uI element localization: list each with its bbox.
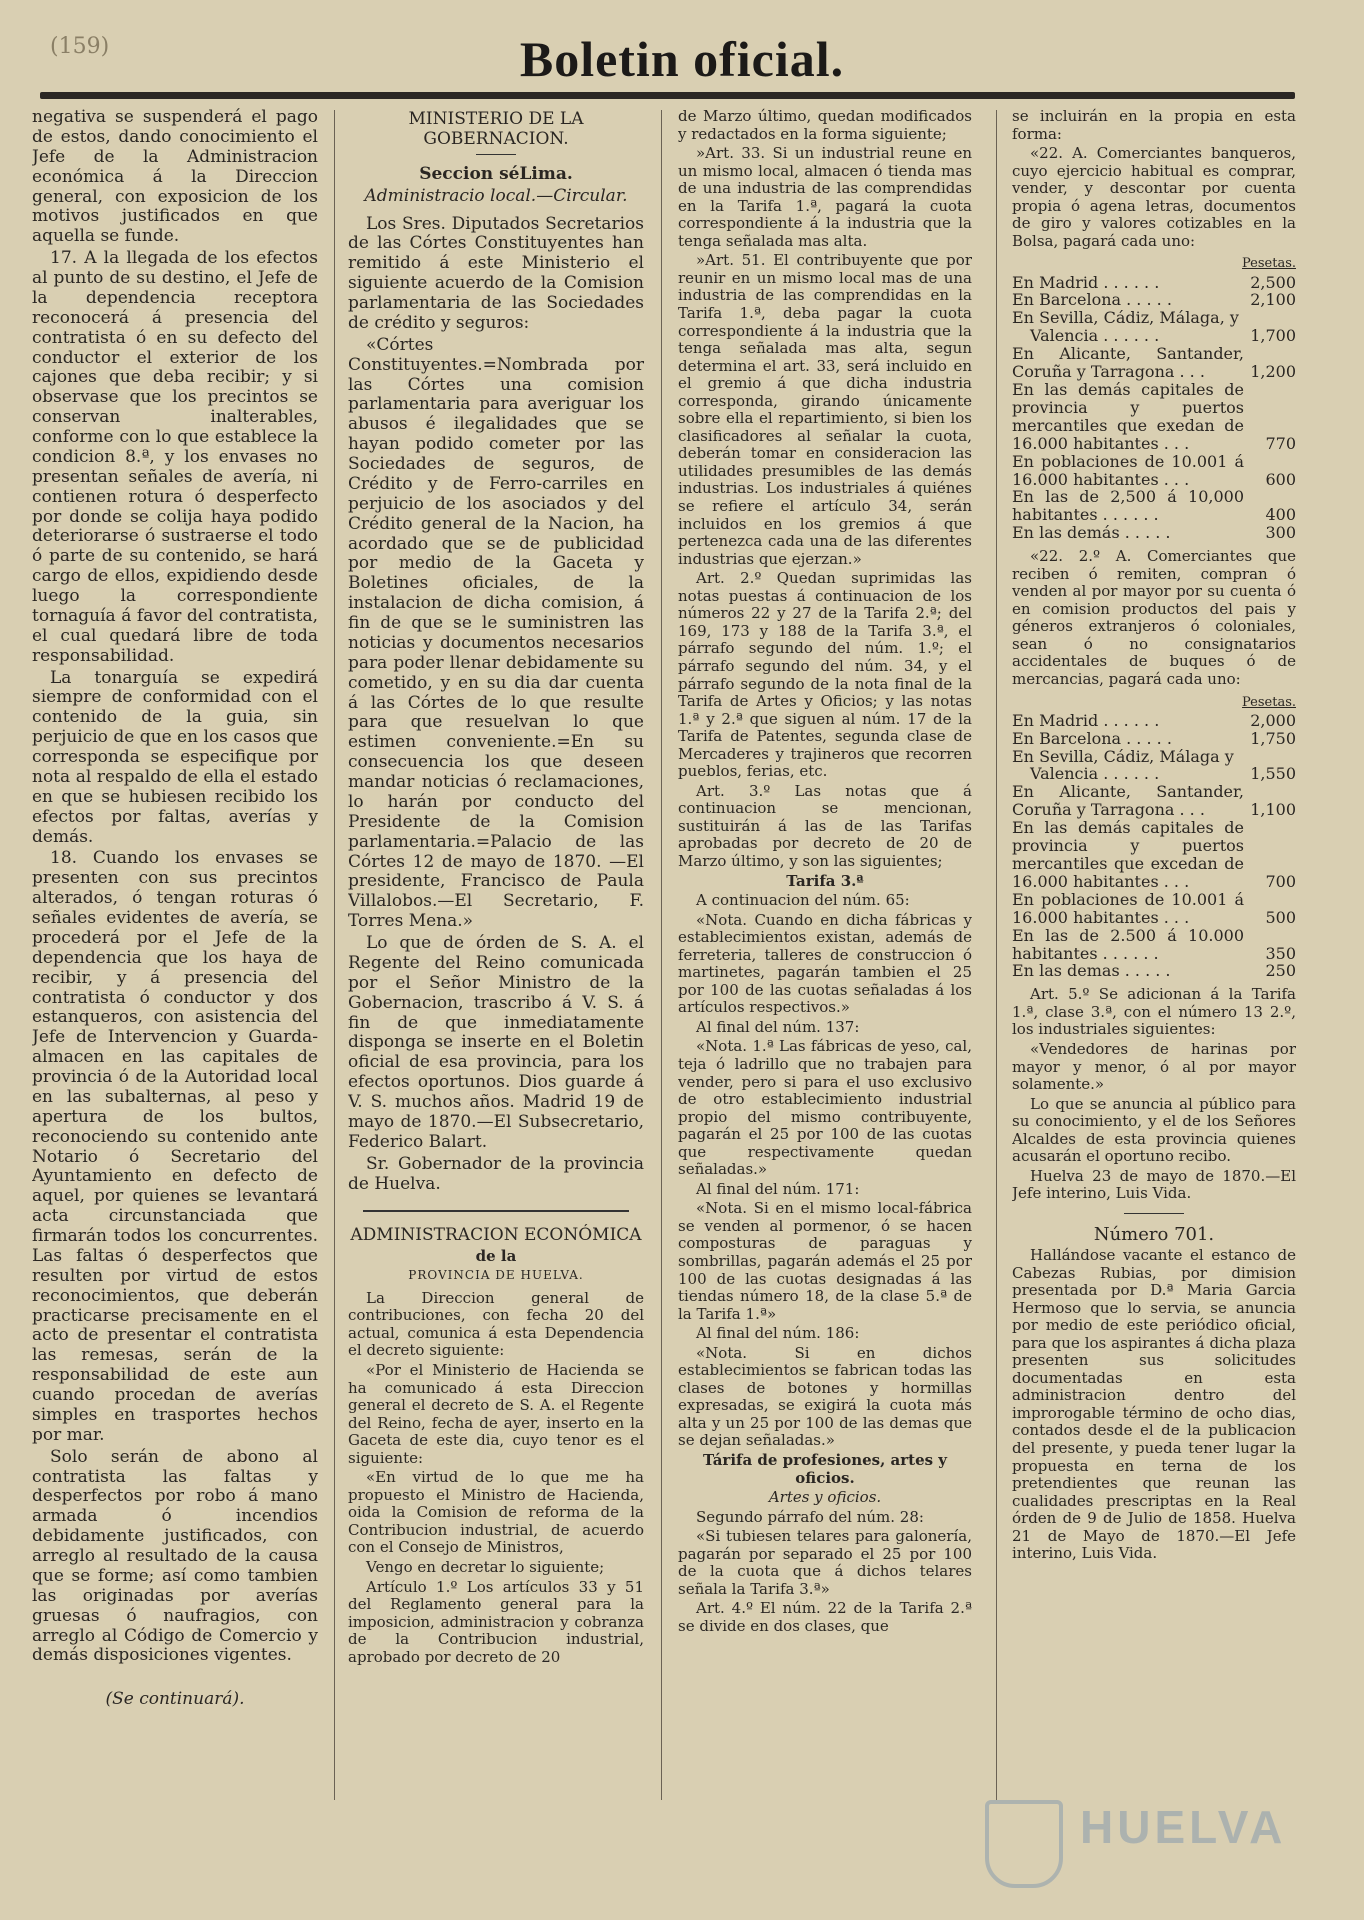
- row-value: 250: [1265, 961, 1296, 981]
- paragraph: Lo que se anuncia al público para su conocimiento, y el de los Señores Alcaldes de esta provincia quienes acusarán el oportuno recibo.: [1012, 1094, 1296, 1166]
- paragraph: «Nota. 1.ª Las fábricas de yeso, cal, teja ó ladrillo que no trabajen para vender, pero si para el uso exclusivo de otro establecimiento industrial propio del mismo contribuyente, pagarán el 25 por 100 de las cuotas que respectivamente quedan señaladas.»: [678, 1037, 972, 1179]
- paragraph: Art. 5.º Se adicionan á la Tarifa 1.ª, clase 3.ª, con el número 13 2.º, los industriales siguientes:: [1012, 985, 1296, 1039]
- row-value: 2,500: [1250, 272, 1296, 292]
- continued-note: (Se continuará).: [105, 1689, 245, 1710]
- paragraph: «Nota. Cuando en dicha fábricas y establecimientos existan, además de ferreteria, talleres de construccion ó martinetes, pagarán tambien el 25 por 100 de las cuotas señaladas á los artículos respectivos.»: [678, 910, 972, 1017]
- paragraph: 17. A la llegada de los efectos al punto de su destino, el Jefe de la dependencia receptora reconocerá á presencia del contratista ó en su defecto del conductor el exterior de los cajones que deba recibir; y si observase que los precintos se conservan inalterables, conforme con lo que establece la condicion 8.ª, y los envases no presentan señales de avería, ni contienen rotura ó desperfecto por donde se colija haya podido deteriorarse ó sustraerse el todo ó parte de su contenido, se hará cargo de ellos, expidiendo desde luego la correspondiente tornaguía á favor del contratista, el cual quedará libre de toda responsabilidad.: [32, 248, 318, 666]
- paragraph: Lo que de órden de S. A. el Regente del Reino comunicada por el Señor Ministro de la Gobernacion, trascribo á V. S. á fin de que inmediatamente disponga se inserte en el Boletin oficial de esa provincia, para los efectos oportunos. Dios guarde á V. S. muchos años. Madrid 19 de mayo de 1870.—El Subsecretario, Federico Balart.: [348, 933, 644, 1152]
- notice-number: Número 701.: [1093, 1223, 1215, 1245]
- paragraph: »Art. 33. Si un industrial reune en un mismo local, almacen ó tienda mas de una industria de las comprendidas en la Tarifa 1.ª, pagará la cuota correspondiente á la industria que la tenga señalada mas alta.: [678, 144, 972, 250]
- row-value: 1,750: [1250, 728, 1296, 748]
- row-value: 2,000: [1250, 710, 1296, 730]
- row-label: En las demas . . . . .: [1012, 961, 1171, 981]
- row-label: Valencia . . . . . .: [1030, 326, 1160, 346]
- row-value: 600: [1265, 469, 1296, 489]
- paragraph: «Vendedores de harinas por mayor y menor, ó al por mayor solamente.»: [1012, 1039, 1296, 1094]
- paragraph: Al final del núm. 137:: [696, 1017, 860, 1036]
- paragraph: «Nota. Si en dichos establecimientos se fabrican todas las clases de botones y hormillas expresadas, se exigirá la cuota más alta y un 25 por 100 de las demas que se dejan señaladas.»: [678, 1343, 972, 1450]
- table-row: [1012, 765, 1296, 783]
- paragraph: Hallándose vacante el estanco de Cabezas Rubias, por dimision presentada por D.ª Maria Garcia Hermoso que lo servia, se anuncia por medio de este periódico oficial, para que los aspirantes á dicha plaza presenten sus solicitudes documentadas en esta administracion dentro del improrogable término de ocho dias, contados desde el de la publicacion del presente, y pueda tener lugar la propuesta en terna de los pretendientes que reunan las cualidades prescriptas en la Real órden de 9 de Julio de 1858. Huelva 21 de Mayo de 1870.—El Jefe interino, Luis Vida.: [1012, 1245, 1296, 1563]
- paragraph: se incluirán en la propia en esta forma:: [1012, 108, 1296, 143]
- admin-heading: ADMINISTRACION ECONÓMICA: [350, 1225, 642, 1246]
- row-label: En Barcelona . . . . .: [1012, 728, 1172, 748]
- paragraph: Segundo párrafo del núm. 28:: [696, 1507, 924, 1526]
- paragraph: Art. 4.º El núm. 22 de la Tarifa 2.ª se divide en dos clases, que: [678, 1599, 972, 1635]
- row-label: En Madrid . . . . . .: [1012, 272, 1160, 292]
- paragraph: «En virtud de lo que me ha propuesto el Ministro de Hacienda, oida la Comision de reforma de la Contribucion industrial, de acuerdo con el Consejo de Ministros,: [348, 1468, 644, 1557]
- row-label: En Alicante, Santander, Coruña y Tarragona . . .: [1012, 782, 1244, 820]
- row-label: En poblaciones de 10.001 á 16.000 habitantes . . .: [1012, 451, 1244, 489]
- shield-icon: [985, 1800, 1063, 1888]
- paragraph: Solo serán de abono al contratista las faltas y desperfectos por robo á mano armada ó incendios debidamente justificados, con arreglo al resultado de la causa que se forme; así como tambien las originadas por averías gruesas ó naufragios, con arreglo al Código de Comercio y demás disposiciones vigentes.: [32, 1446, 318, 1666]
- row-value: 1,200: [1250, 362, 1296, 382]
- paragraph: La tonarguía se expedirá siempre de conformidad con el contenido de la guia, sin perjuicio de que en los casos que corresponda se especifique por nota al respaldo de ella el estado en que se hubiesen recibido los efectos por faltas, averías y demás.: [32, 667, 318, 847]
- table-row: [1012, 488, 1296, 524]
- paragraph: negativa se suspenderá el pago de estos, dando conocimiento el Jefe de la Administracion económica á la Direccion general, con exposicion de los motivos justificados en que aquella se funde.: [32, 108, 318, 247]
- table-row: [1012, 927, 1296, 963]
- ministry-heading: MINISTERIO DE LA GOBERNACION.: [408, 109, 584, 149]
- table-row: [1012, 712, 1296, 730]
- row-label: En Alicante, Santander, Coruña y Tarragona . . .: [1012, 344, 1244, 382]
- paragraph: Huelva 23 de mayo de 1870.—El Jefe interino, Luis Vida.: [1012, 1166, 1296, 1203]
- paragraph: de Marzo último, quedan modificados y redactados en la forma siguiente;: [678, 108, 972, 143]
- row-label: En Sevilla, Cádiz, Málaga, y: [1012, 308, 1239, 328]
- paragraph: «22. 2.º A. Comerciantes que reciben ó remiten, compran ó venden al por mayor por su cuenta ó en comision productos del pais y géneros extranjeros ó coloniales, sean ó no consignatarios accidentales de buques ó de mercancias, pagará cada uno:: [1012, 547, 1296, 688]
- paragraph: «Por el Ministerio de Hacienda se ha comunicado á esta Direccion general el decreto de S. A. el Regente del Reino, fecha de ayer, inserto en la Gaceta de este dia, cuyo tenor es el siguiente:: [348, 1361, 644, 1467]
- paragraph: Vengo en decretar lo siguiente;: [366, 1558, 605, 1577]
- row-label: En poblaciones de 10.001 á 16.000 habitantes . . .: [1012, 889, 1244, 927]
- row-label: En Sevilla, Cádiz, Málaga y: [1012, 746, 1234, 766]
- section-subtitle: Administracio local.—Circular.: [364, 185, 628, 206]
- pesetas-label: Pesetas.: [1242, 694, 1296, 710]
- row-label: En las demás . . . . .: [1012, 523, 1171, 543]
- row-label: En las demás capitales de provincia y puertos mercantiles que excedan de 16.000 habitantes . . .: [1012, 818, 1244, 891]
- paragraph: «22. A. Comerciantes banqueros, cuyo ejercicio habitual es comprar, vender, y descontar por cuenta propia ó agena letras, documentos de giro y valores cotizables en la Bolsa, pagará cada uno:: [1012, 144, 1296, 250]
- table-row: [1012, 730, 1296, 748]
- table-row: [1012, 327, 1296, 345]
- column-1: [32, 108, 318, 1868]
- admin-province: PROVINCIA DE HUELVA.: [408, 1267, 584, 1282]
- row-value: 350: [1265, 943, 1296, 963]
- paragraph: Sr. Gobernador de la provincia de Huelva.: [348, 1153, 644, 1194]
- tarifa-subheading: Artes y oficios.: [768, 1488, 882, 1507]
- row-value: 1,100: [1250, 800, 1296, 820]
- row-value: [1244, 309, 1296, 327]
- row-label: En las demás capitales de provincia y puertos mercantiles que exedan de 16.000 habitantes . . .: [1012, 380, 1244, 453]
- row-label: En las de 2.500 á 10.000 habitantes . . . . . .: [1012, 925, 1244, 963]
- column-divider: [661, 110, 662, 1800]
- paragraph: Los Sres. Diputados Secretarios de las Córtes Constituyentes han remitido á este Ministerio el siguiente acuerdo de la Comision parlamentaria de las Sociedades de crédito y seguros:: [348, 213, 644, 333]
- table-row: [1012, 274, 1296, 292]
- watermark: HUELVA: [1080, 1801, 1287, 1853]
- table-row: [1012, 453, 1296, 489]
- row-label: En las de 2,500 á 10,000 habitantes . . . . . .: [1012, 487, 1244, 525]
- row-label: Valencia . . . . . .: [1030, 764, 1160, 784]
- column-divider: [334, 110, 335, 1800]
- table-row: [1012, 748, 1296, 766]
- column-4: [1012, 108, 1296, 1868]
- row-value: [1244, 748, 1296, 766]
- paragraph: »Art. 51. El contribuyente que por reunir en un mismo local mas de una industria de las comprendidas en la Tarifa 1.ª, deba pagar la cuota correspondiente á la industria que la tenga señalada mas alta, segun determina el art. 33, será incluido en el gremio á que dicha industria corresponda, girando únicamente sobre ella el repartimiento, si bien los clasificadores al señalar la cuota, deberán tomar en consideracion las utilidades presumibles de las demás industrias. Los industriales á quiénes se refiere el artículo 34, serán incluidos en los gremios á que pertenezca cada una de las diferentes industrias que ejerzan.»: [678, 251, 972, 568]
- table-row: [1012, 891, 1296, 927]
- header-rule: [40, 92, 1295, 99]
- table-row: [1012, 524, 1296, 542]
- divider: [476, 154, 516, 155]
- paragraph: A continuacion del núm. 65:: [696, 891, 910, 910]
- row-value: 400: [1265, 505, 1296, 525]
- paragraph: Al final del núm. 186:: [696, 1324, 860, 1343]
- pesetas-label: Pesetas.: [1242, 256, 1296, 272]
- paragraph: «Córtes Constituyentes.=Nombrada por las Córtes una comision parlamentaria para averiguar los abusos é ilegalidades que se hayan podido cometer por las Sociedades de seguros, de Crédito y de Ferro-carriles en perjuicio de los asociados y del Crédito general de la Nacion, ha acordado que se de publicidad por medio de la Gaceta y Boletines oficiales, de la instalacion de dicha comision, á fin de que se le suministren las noticias y documentos necesarios para poder llenar debidamente su cometido, y en su dia dar cuenta á las Córtes de lo que resulte para que resuelvan lo que estimen conveniente.=En su consecuencia los que deseen mandar noticias ó reclamaciones, lo harán por conducto del Presidente de la Comision parlamentaria.=Palacio de las Córtes 12 de mayo de 1870. —El presidente, Francisco de Paula Villalobos.—El Secretario, F. Torres Mena.»: [348, 334, 644, 932]
- table-row: [1012, 819, 1296, 891]
- table-row: [1012, 291, 1296, 309]
- paragraph: Al final del núm. 171:: [696, 1179, 860, 1198]
- paragraph: Artículo 1.º Los artículos 33 y 51 del Reglamento general para la imposicion, administracion y cobranza de la Contribucion industrial, aprobado por decreto de 20: [348, 1577, 644, 1666]
- tarifa-heading: Tárifa de profesiones, artes y oficios.: [702, 1451, 948, 1487]
- paragraph: «Nota. Si en el mismo local-fábrica se venden al pormenor, ó se hacen composturas de paraguas y sombrillas, pagarán además el 25 por 100 de las cuotas designadas á las tiendas número 18, de la clase 5.ª de la Tarifa 1.ª»: [678, 1199, 972, 1323]
- column-3: [678, 108, 972, 1868]
- table-row: [1012, 309, 1296, 327]
- admin-heading-de: de la: [475, 1247, 517, 1266]
- column-divider: [996, 110, 997, 1800]
- paragraph: 18. Cuando los envases se presenten con sus precintos alterados, ó tengan roturas ó señales evidentes de avería, se procederá por el Jefe de la dependencia que los haya de recibir, y á presencia del contratista ó conductor y dos estanqueros, con asistencia del Jefe de Intervencion y Guarda-almacen en las capitales de provincia ó de la Autoridad local en las subalternas, al peso y apertura de los bultos, reconociendo su contenido ante Notario ó Secretario del Ayuntamiento en defecto de aquel, por quienes se levantará acta circunstanciada que firmarán todos los concurrentes. Las faltas ó desperfectos que resulten por virtud de estos reconocimientos, que deberán practicarse precisamente en el acto de presentar el contratista las remesas, serán de la responsabilidad de este aun cuando procedan de averías simples en trasportes hechos por mar.: [32, 848, 318, 1445]
- row-value: 500: [1265, 907, 1296, 927]
- page-number: (159): [50, 34, 110, 59]
- paragraph: «Si tubiesen telares para galonería, pagarán por separado el 25 por 100 de la cuota que á dichos telares señala la Tarifa 3.ª»: [678, 1527, 972, 1598]
- tariff-table-2: [1012, 712, 1296, 981]
- table-row: [1012, 962, 1296, 980]
- masthead-title: Boletin oficial.: [519, 31, 845, 87]
- row-value: 1,550: [1250, 764, 1296, 784]
- divider: [363, 1210, 629, 1212]
- table-row: [1012, 381, 1296, 453]
- row-value: 1,700: [1250, 326, 1296, 346]
- paragraph: Art. 2.º Quedan suprimidas las notas puestas á continuacion de los números 22 y 27 de la Tarifa 2.ª; del 169, 173 y 188 de la Tarifa 3.ª, el párrafo segundo del núm. 1.º; el párrafo segundo del núm. 34, y el párrafo segundo de la nota final de la Tarifa de Artes y Oficios; y las notas 1.ª y 2.ª que siguen al núm. 17 de la Tarifa de Patentes, segunda clase de Mercaderes y trajineros que recorren pueblos, ferias, etc.: [678, 569, 972, 781]
- tarifa-heading: Tarifa 3.ª: [786, 871, 864, 890]
- row-label: En Madrid . . . . . .: [1012, 710, 1160, 730]
- tariff-table-1: [1012, 274, 1296, 543]
- paragraph: Art. 3.º Las notas que á continuacion se mencionan, sustituirán á las de las Tarifas aprobadas por decreto de 20 de Marzo último, y son las siguientes;: [678, 781, 972, 870]
- table-row: [1012, 345, 1296, 381]
- row-value: 700: [1265, 871, 1296, 891]
- section-heading: Seccion séLima.: [419, 163, 573, 184]
- paragraph: La Direccion general de contribuciones, con fecha 20 del actual, comunica á esta Dependencia el decreto siguiente:: [348, 1288, 644, 1360]
- divider: [1124, 1213, 1184, 1214]
- row-label: En Barcelona . . . . .: [1012, 290, 1172, 310]
- row-value: 300: [1265, 523, 1296, 543]
- row-value: 2,100: [1250, 290, 1296, 310]
- column-2: [348, 108, 644, 1868]
- row-value: 770: [1265, 433, 1296, 453]
- table-row: [1012, 783, 1296, 819]
